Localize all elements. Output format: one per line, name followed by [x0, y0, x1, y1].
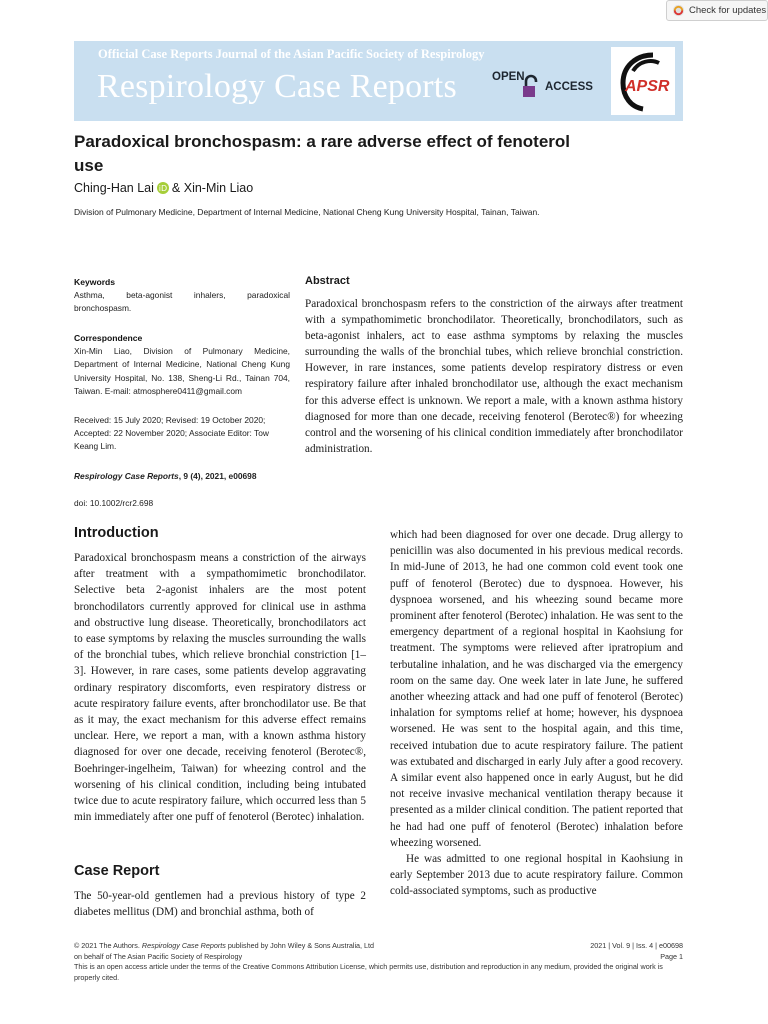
- introduction-text: Paradoxical bronchospasm means a constriction of the airways after treatment with a sympathomimetic bronchodilator. Selective beta 2-agonist inhalers are the most potent bronchodilators currently approved for clinical use in asthma and obstructive lung disease. Theoretically, bronchodilators act to ease symptoms by relaxing the muscles surrounding the walls of the bronchial tubes, which relieve bronchial constriction [1–3]. However, in rare cases, some patients develop aggravating ordinary respiratory discomforts, even respiratory distress or acute respiratory failure events, after bronchodilator use. Be that as it may, the exact mechanism for this adverse effect remains unclear. Here, we report a man, with a known asthma history diagnosed for over one decade, receiving fenoterol (Berotec®, Boehringer-ingelheim, Taiwan) for wheezing control and the worsening of his clinical condition, including being intubated twice due to acute respiratory failure, which occurred less than 5 min immediately after one puff of fenoterol (Berotec) inhalation.: [74, 552, 366, 824]
- society-line: on behalf of The Asian Pacific Society of Respirology: [74, 951, 243, 961]
- article-title: Paradoxical bronchospasm: a rare adverse effect of fenoterol use: [74, 132, 571, 175]
- journal-title: Respirology Case Reports: [97, 68, 457, 105]
- abstract-heading: Abstract: [305, 275, 350, 287]
- keywords-text: Asthma, beta-agonist inhalers, paradoxical bronchospasm.: [74, 290, 290, 314]
- citation-block: [74, 470, 290, 483]
- case-paragraph: He was admitted to one regional hospital in Kaohsiung in early September 2013 due to acute respiratory failure. Common cold-associated symptoms, such as productive: [390, 853, 683, 898]
- correspondence-text: Xin-Min Liao, Division of Pulmonary Medicine, Department of Internal Medicine, National Cheng Kung University Hospital, No. 138, Sheng-Li Rd., Tainan 704, Taiwan. E-mail: atmosphere0411@gmail.com: [74, 346, 290, 396]
- doi-link[interactable]: doi: 10.1002/rcr2.698: [74, 498, 154, 508]
- issue-number: 2021 | Vol. 9 | Iss. 4 | e00698: [590, 941, 683, 950]
- open-access-badge: [492, 71, 598, 99]
- journal-banner: [74, 41, 683, 121]
- svg-text:iD: iD: [158, 184, 168, 193]
- author-name: Ching-Han Lai: [74, 181, 154, 195]
- dates-block: [74, 414, 290, 454]
- page-footer: [74, 941, 683, 983]
- correspondence-block: [74, 332, 290, 398]
- case-paragraph: which had been diagnosed for over one decade. Drug allergy to penicillin was also documented in his previous medical records. In mid-June of 2013, he had one common cold event took one puff of fenoterol (Berotec) due to dyspnoea. However, his dyspnoea worsened, and his wheezing sound became more prominent after fenoterol (Berotec) inhalation. He was sent to the emergency department of a regional hospital in Kaohsiung for treatment. The symptoms were relieved after ipratropium and terbutaline inhalation, and he was discharged via the emergency room on the same day. One week later in late June, he suffered another wheezing attack and had one puff of fenoterol (Berotec) inhalation for symptoms relief at home; however, his dyspnoea worsened. He was sent to the hospital again, and this time, received intubation due to acute respiratory failure. The patient was extubated and discharged in early July after a good recovery. A similar event also happened once in early August, but he did not receive invasive mechanical ventilation therapy because it presented as a milder clinical condition. The patient reported that he had had one puff of fenoterol (Berotec) inhalation before wheezing worsened.: [390, 529, 683, 849]
- correspondence-heading: Correspondence: [74, 333, 143, 343]
- keywords-heading: Keywords: [74, 277, 116, 287]
- submission-dates: Received: 15 July 2020; Revised: 19 October 2020; Accepted: 22 November 2020; Associate Editor: Tow Keang Lim.: [74, 415, 269, 452]
- affiliation: Division of Pulmonary Medicine, Department of Internal Medicine, National Cheng Kung University Hospital, Tainan, Taiwan.: [74, 207, 540, 217]
- doi-block: [74, 497, 290, 510]
- issue-info: [590, 941, 683, 962]
- page-number: Page 1: [660, 951, 683, 961]
- case-report-text: The 50-year-old gentlemen had a previous history of type 2 diabetes mellitus (DM) and bronchial asthma, both of: [74, 890, 366, 919]
- citation-volume: , 9 (4), 2021, e00698: [178, 471, 257, 481]
- apsr-logo: [611, 47, 675, 115]
- author-name: & Xin-Min Liao: [171, 181, 254, 195]
- check-for-updates-label: Check for updates: [689, 5, 767, 16]
- author-list: [74, 181, 253, 195]
- apsr-logo-text: APSR: [625, 78, 670, 95]
- open-access-access-label: ACCESS: [545, 81, 593, 93]
- check-for-updates-button[interactable]: [666, 0, 768, 21]
- license-text: This is an open access article under the terms of the Creative Commons Attribution License, which permits use, distribution and reproduction in any medium, provided the original work is properly cited.: [74, 962, 663, 982]
- keywords-block: [74, 276, 290, 316]
- copyright-journal: Respirology Case Reports: [141, 941, 226, 950]
- copyright-suffix: published by John Wiley & Sons Australia, Ltd: [227, 941, 375, 950]
- orcid-icon[interactable]: [157, 182, 169, 194]
- case-report-heading: Case Report: [74, 863, 160, 879]
- open-lock-icon: [518, 73, 544, 99]
- open-access-open-label: OPEN: [492, 71, 525, 83]
- abstract-text: Paradoxical bronchospasm refers to the constriction of the airways after treatment with a sympathomimetic bronchodilator. Theoretically, bronchodilators, such as beta-agonist inhalers, act to ease asthma symptoms by relaxing the muscles surrounding the walls of the bronchial tubes, which relieve bronchial constriction. However, in rare instances, some patients develop respiratory distress or even respiratory failure after inhaled bronchodilator use, although the exact mechanism for this adverse effect is unknown. We report a male, with a known asthma history diagnosed for more than one decade, receiving fenoterol (Berotec®) for wheezing control and the worsening of his clinical condition immediately after bronchodilator administration.: [305, 298, 683, 455]
- refresh-icon: [672, 4, 685, 17]
- introduction-heading: Introduction: [74, 525, 159, 541]
- citation-journal: Respirology Case Reports: [74, 471, 179, 481]
- right-column: [390, 527, 683, 900]
- copyright-prefix: © 2021 The Authors.: [74, 941, 140, 950]
- banner-subtitle: Official Case Reports Journal of the Asian Pacific Society of Respirology: [98, 47, 485, 61]
